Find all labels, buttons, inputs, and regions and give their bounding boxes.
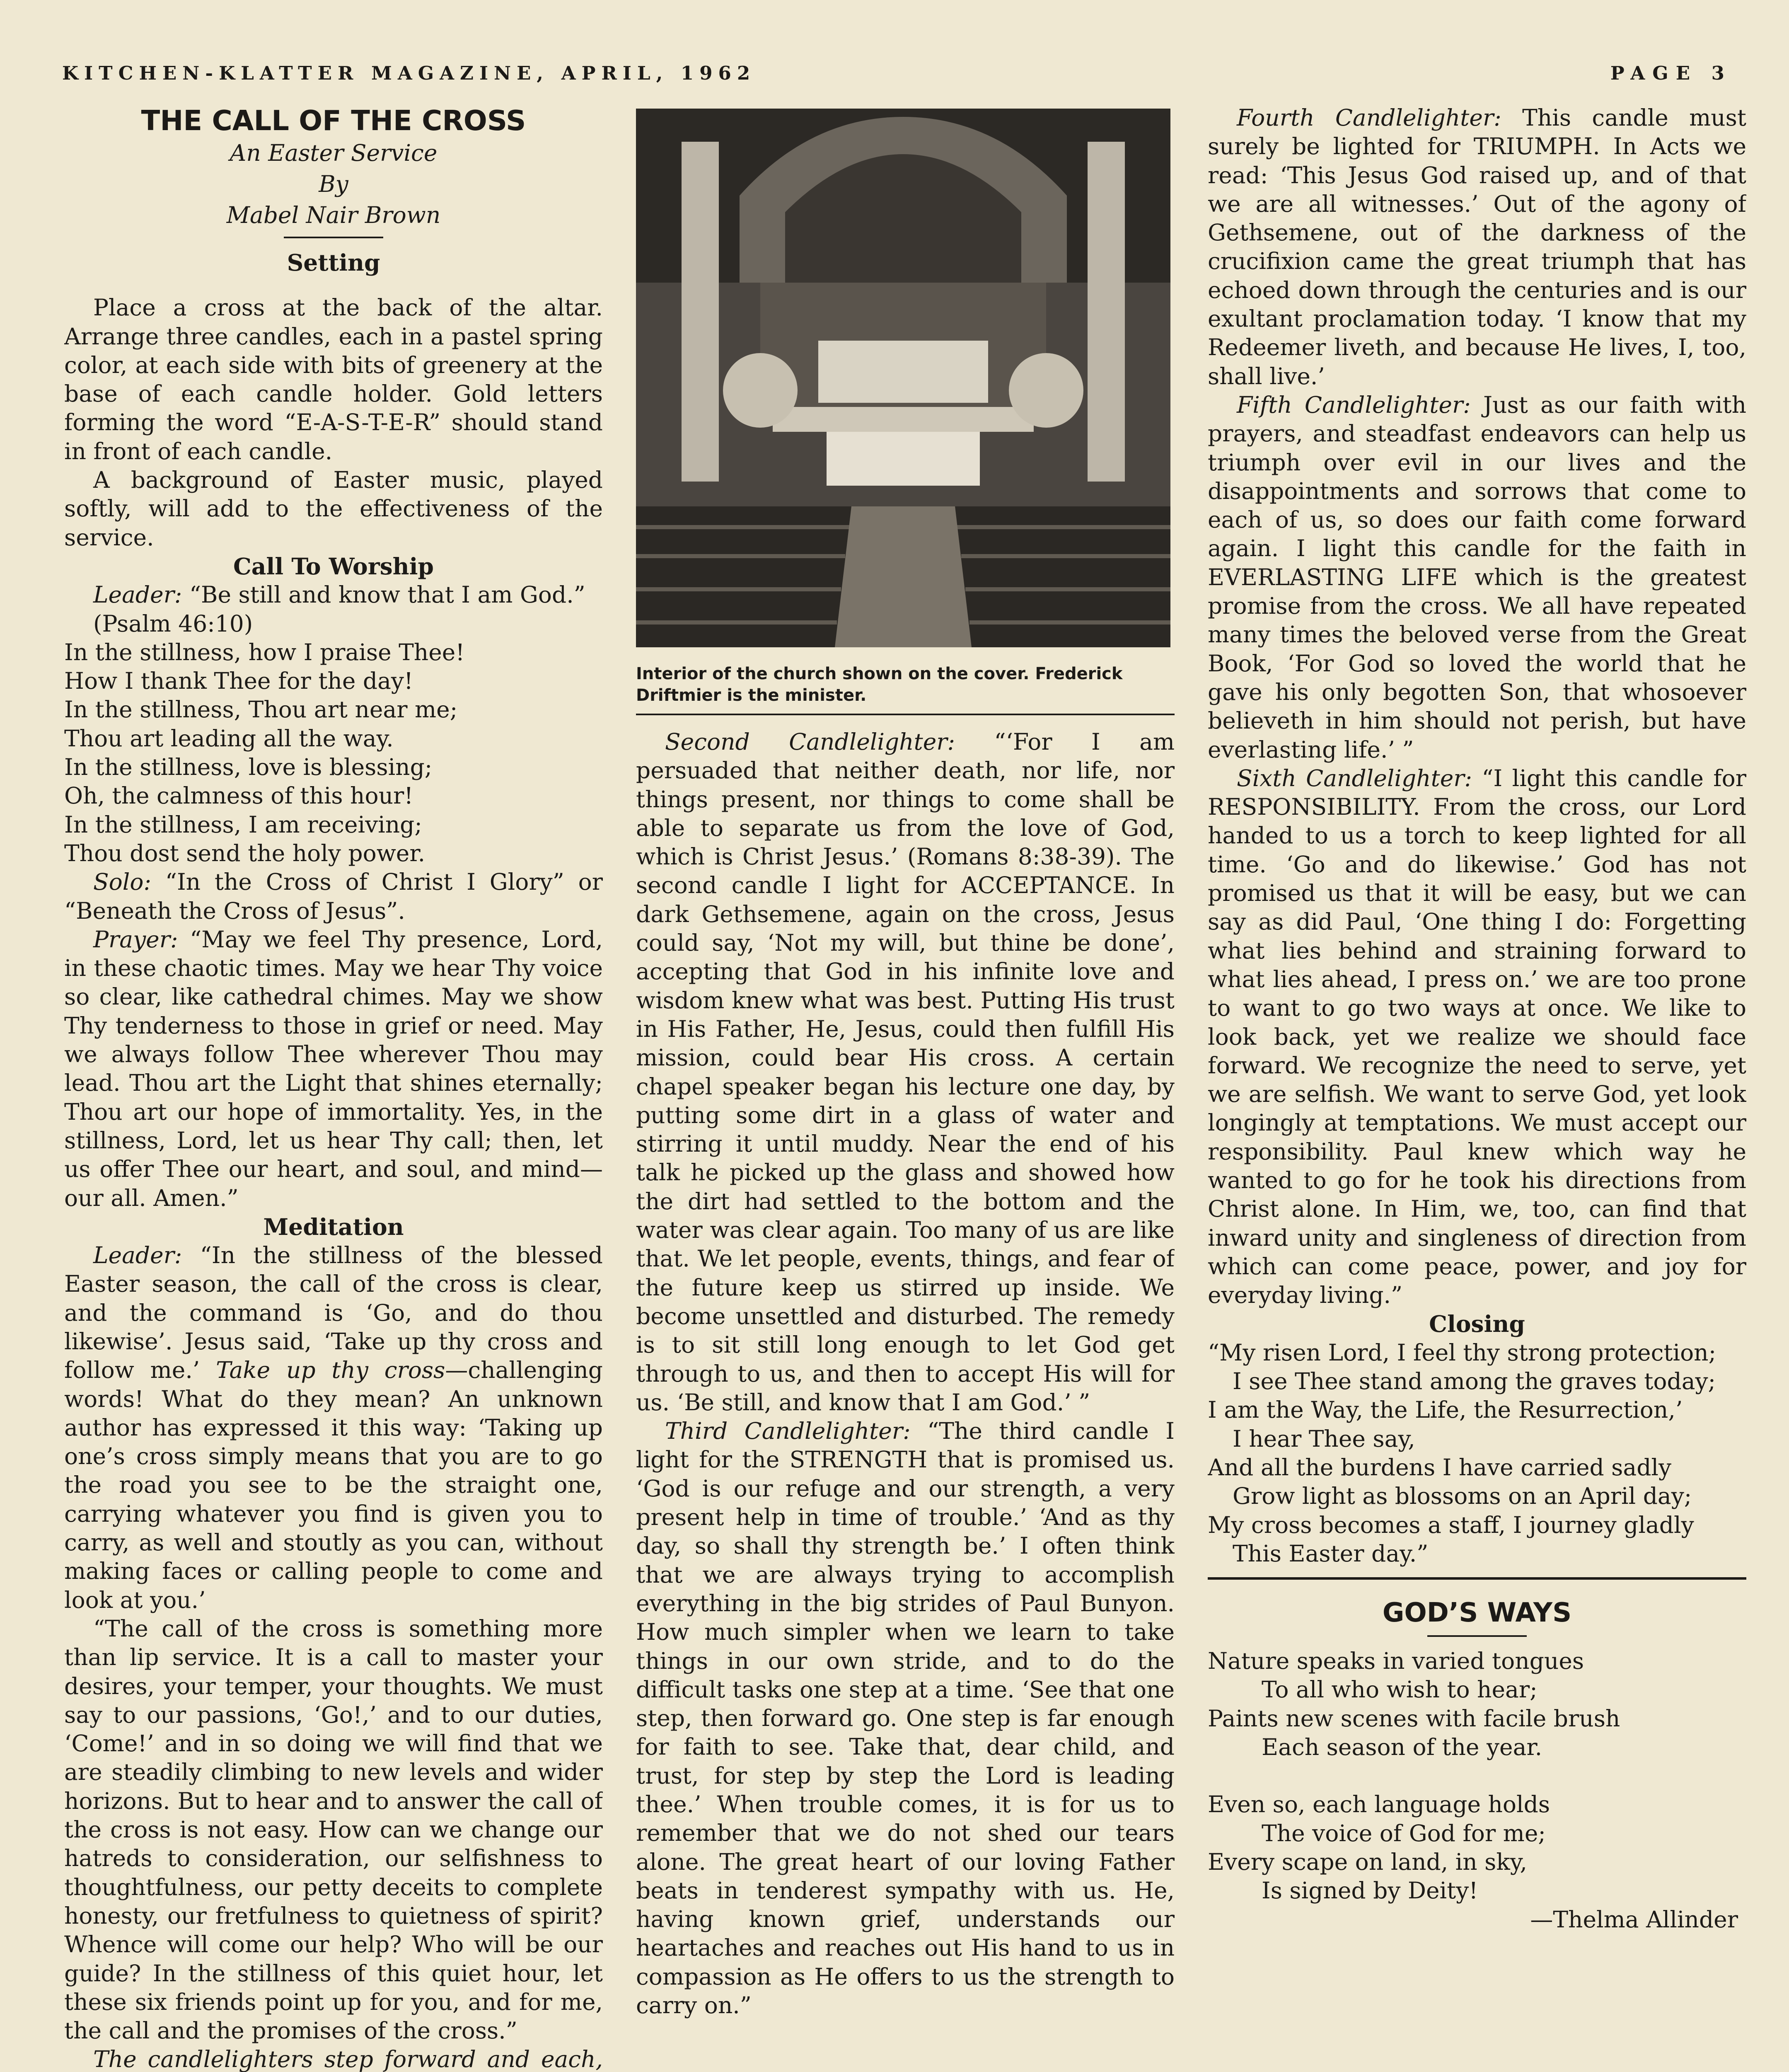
prayer-paragraph: Prayer: “May we feel Thy presence, Lord, in these chaotic times. May we hear Thy voice so clear, like cathedral chimes. May we show Thy tenderness to those in grief or need. May we always follow Thee wherever Thou may lead. Thou art the Light that shines eternally; Thou art our hope of immortality. Yes, in the stillness, Lord, let us hear Thy call; then, let us offer Thee our heart, and soul, and mind—our all. Amen.” xyxy=(64,926,603,1211)
closing-line: And all the burdens I have carried sadly xyxy=(1208,1454,1672,1481)
worship-verse-line: Oh, the calmness of this hour! xyxy=(64,782,413,809)
fifth-candlelighter-paragraph: Fifth Candlelighter: Just as our faith with prayers, and steadfast endeavors can help us triumph over evil in our lives and the disappointments and sorrows that come to each of us, so does our faith come forward again. I light this candle for the faith in EVERLASTING LIFE which is the greatest promise from the cross. We all have repeated many times the beloved verse from the Great Book, ‘For God so loved the world that he gave his only begotten Son, that whosoever believeth in him should not perish, but have everlasting life.’ ” xyxy=(1208,391,1746,763)
page-number: PAGE 3 xyxy=(1610,62,1732,84)
closing-heading: Closing xyxy=(1429,1310,1525,1338)
worship-verse-line: In the stillness, love is blessing; xyxy=(64,754,433,781)
solo-paragraph: Solo: “In the Cross of Christ I Glory” or “Beneath the Cross of Jesus”. xyxy=(64,869,603,924)
magazine-masthead: KITCHEN-KLATTER MAGAZINE, APRIL, 1962 xyxy=(62,62,756,84)
poem-title: GOD’S WAYS xyxy=(1382,1598,1572,1629)
poem-title-rule xyxy=(1427,1635,1527,1637)
poem-author: —Thelma Allinder xyxy=(1530,1906,1738,1933)
title-rule xyxy=(284,237,383,238)
column-3 xyxy=(1208,104,1746,2072)
closing-line: I see Thee stand among the graves today; xyxy=(1233,1368,1716,1395)
article-author: Mabel Nair Brown xyxy=(226,202,441,228)
closing-line: Grow light as blossoms on an April day; xyxy=(1233,1483,1692,1510)
poem-line: Each season of the year. xyxy=(1262,1734,1542,1761)
setting-heading: Setting xyxy=(287,249,380,276)
worship-verse-line: In the stillness, how I praise Thee! xyxy=(64,639,465,666)
setting-paragraph-2: A background of Easter music, played softly, will add to the effectiveness of the service. xyxy=(64,467,603,551)
church-interior-image xyxy=(636,109,1170,647)
worship-verse-line: How I thank Thee for the day! xyxy=(64,668,413,695)
meditation-paragraph-1: Leader: “In the stillness of the blessed Easter season, the call of the cross is clear, and the command is ‘Go, and do thou likewise’. Jesus said, ‘Take up thy cross and follow me.’ Take up thy cross—challenging words! What do they mean? An unknown author has expressed it this way: ‘Taking up one’s cross simply means that you are to go the road you see to be the straight one, carrying whatever you find is given you to carry, as well and stoutly as you can, without making faces or calling people to come and look at you.’ xyxy=(64,1242,603,1613)
poem-line: Even so, each language holds xyxy=(1208,1791,1550,1818)
closing-line: I hear Thee say, xyxy=(1233,1425,1415,1452)
page-header xyxy=(62,62,1732,91)
article-title: THE CALL OF THE CROSS xyxy=(141,104,526,137)
photo-caption: Interior of the church shown on the cover. Frederick Driftmier is the minister. xyxy=(636,663,1175,715)
poem-line: Paints new scenes with facile brush xyxy=(1208,1705,1620,1732)
meditation-heading: Meditation xyxy=(263,1213,404,1240)
byline-by: By xyxy=(319,171,348,197)
church-interior-photo xyxy=(636,109,1170,647)
poem-line: Is signed by Deity! xyxy=(1262,1877,1478,1904)
poem-line: To all who wish to hear; xyxy=(1262,1676,1538,1703)
column-2 xyxy=(636,104,1175,2072)
speaker-label: Leader: xyxy=(93,581,182,608)
worship-verse-line: In the stillness, I am receiving; xyxy=(64,811,422,838)
poem-line: Every scape on land, in sky, xyxy=(1208,1848,1527,1875)
closing-line: “My risen Lord, I feel thy strong protection; xyxy=(1208,1339,1716,1366)
setting-paragraph-1: Place a cross at the back of the altar. Arrange three candles, each in a pastel spring color, at each side with bits of greenery at the base of each candle holder. Gold letters forming the word “E-A-S-T-E-R” should stand in front of each candle. xyxy=(64,294,603,465)
third-candlelighter-paragraph: Third Candlelighter: “The third candle I light for the STRENGTH that is promised us. ‘God is our refuge and our strength, a very present help in time of trouble.’ ‘And as thy day, so shall thy strength be.’ I often think that we are always trying to accomplish everything in the big strides of Paul Bunyon. How much simpler when we learn to take things in our own stride, and to do the difficult tasks one step at a time. ‘See that one step, then forward go. One step is far enough for faith to see. Take that, dear child, and trust, for step by step the Lord is leading thee.’ When trouble comes, it is for us to remember that we do not shed our tears alone. The great heart of our loving Father beats in tenderest sympathy with us. He, having known grief, understands our heartaches and reaches out His hand to us in compassion as He offers to us the strength to carry on.” xyxy=(636,1418,1175,2019)
section-divider xyxy=(1208,1577,1746,1580)
worship-verse-line: Thou dost send the holy power. xyxy=(64,840,425,867)
fourth-candlelighter-paragraph: Fourth Candlelighter: This candle must surely be lighted for TRIUMPH. In Acts we read: ‘This Jesus God raised up, and of that we are all witnesses.’ Out of the agony of Gethsemene, out of the darkness of the crucifixion came the great triumph that has echoed down through the centuries and is our exultant proclamation today. ‘I know that my Redeemer liveth, and because He lives, I, too, shall live.’ xyxy=(1208,104,1746,390)
call-to-worship-heading: Call To Worship xyxy=(233,552,434,580)
column-1 xyxy=(64,104,603,2072)
worship-verse-line: In the stillness, Thou art near me; xyxy=(64,696,458,723)
article-subtitle: An Easter Service xyxy=(230,140,438,166)
closing-line: I am the Way, the Life, the Resurrection,’ xyxy=(1208,1397,1683,1423)
meditation-paragraph-2: “The call of the cross is something more than lip service. It is a call to master your desires, your temper, your thoughts. We must say to our passions, ‘Go!,’ and to our duties, ‘Come!’ and in so doing we will find that we are steadily climbing to new levels and wider horizons. But to hear and to answer the call of the cross is not easy. How can we change our hatreds to consideration, our selfishness to thoughtfulness, our petty deceits to complete honesty, our fretfulness to quietness of spirit? Whence will come our help? Who will be our guide? In the stillness of this quiet hour, let these six friends point up for you, and for me, the call and the promises of the cross.” xyxy=(64,1615,603,2044)
closing-line: My cross becomes a staff, I journey gladly xyxy=(1208,1511,1694,1538)
worship-leader-line: Leader: “Be still and know that I am God.” (Psalm 46:10) xyxy=(93,581,585,637)
worship-verse-line: Thou art leading all the way. xyxy=(64,725,394,752)
closing-line: This Easter day.” xyxy=(1233,1540,1429,1567)
poem-line: Nature speaks in varied tongues xyxy=(1208,1648,1584,1675)
second-candlelighter-paragraph: Second Candlelighter: “‘For I am persuaded that neither death, nor life, nor things present, nor things to come shall be able to separate us from the love of God, which is Christ Jesus.’ (Romans 8:38-39). The second candle I light for ACCEPTANCE. In dark Gethsemene, again on the cross, Jesus could say, ‘Not my will, but thine be done’, accepting that God in his infinite love and wisdom knew what was best. Putting His trust in His Father, He, Jesus, could then fulfill His mission, could bear His cross. A certain chapel speaker began his lecture one day, by putting some dirt in a glass of water and stirring it until muddy. Near the end of his talk he picked up the glass and showed how the dirt had settled to the bottom and the water was clear again. Too many of us are like that. We let people, events, things, and fear of the future keep us stirred up inside. We become unsettled and disturbed. The remedy is to sit still long enough to let God get through to us, and then to accept His will for us. ‘Be still, and know that I am God.’ ” xyxy=(636,729,1175,1416)
stage-direction: The candlelighters step forward and each, xyxy=(93,2046,603,2072)
sixth-candlelighter-paragraph: Sixth Candlelighter: “I light this candle for RESPONSIBILITY. From the cross, our Lord handed to us a torch to keep lighted for all time. ‘Go and do likewise.’ God has not promised us that it will be easy, but we can say as did Paul, ‘One thing I do: Forgetting what lies behind and straining forward to what lies ahead, I press on.’ we are too prone to want to go two ways at once. We like to look back, yet we realize we should face forward. We recognize the need to serve, yet we are selfish. We want to serve God, yet look longingly at temptations. We must accept our responsibility. Paul knew which way he wanted to go for he took his directions from Christ alone. In Him, we, too, can find that inward unity and singleness of direction from which can come peace, power, and joy for everyday living.” xyxy=(1208,765,1746,1309)
poem-line: The voice of God for me; xyxy=(1262,1820,1546,1847)
